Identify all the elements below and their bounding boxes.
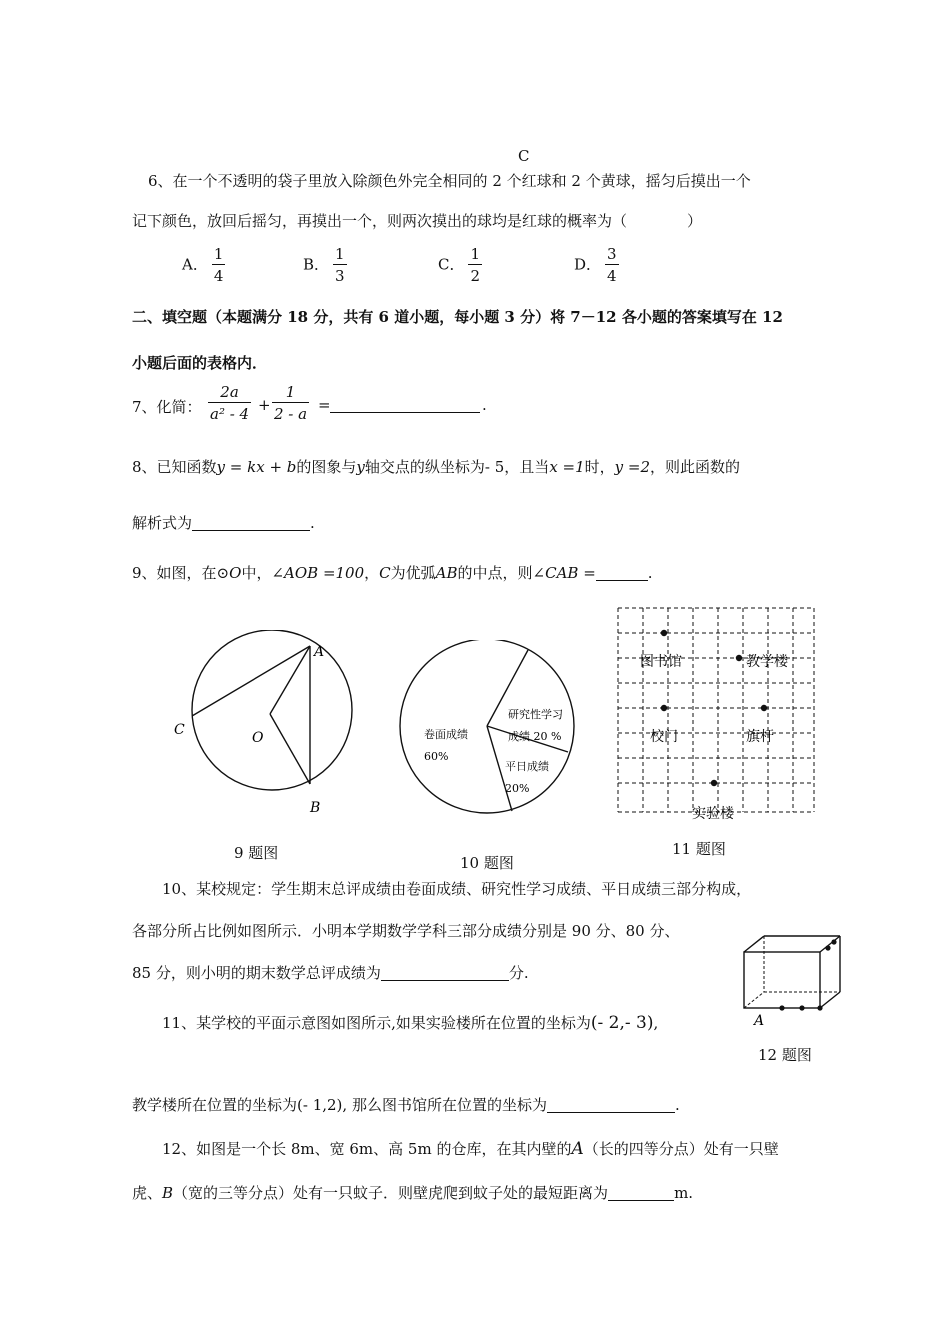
figure-10-caption: 10 题图 (460, 854, 514, 872)
cuboid-front-face (744, 952, 820, 1008)
gate-label: 校门 (650, 729, 678, 745)
figure-12-caption: 12 题图 (758, 1046, 812, 1064)
q11-answer-blank[interactable] (547, 1096, 675, 1113)
pie-pct-daily: 20% (505, 782, 530, 795)
pie-label-research: 研究性学习 (508, 708, 563, 721)
lab-dot (711, 780, 717, 786)
label-o: O (252, 730, 264, 746)
q11-line2: 教学楼所在位置的坐标为(- 1,2), 那么图书馆所在位置的坐标为 . (132, 1096, 680, 1114)
q7-answer-blank[interactable] (330, 396, 480, 413)
q10-line3: 85 分，则小明的期末数学总评成绩为 分. (132, 964, 529, 982)
q8-line1: 8、已知函数y = kx + b的图象与y轴交点的纵坐标为- 5，且当x =1时，y =2，则此函数的 (132, 458, 741, 476)
library-dot (661, 630, 667, 636)
teaching-label: 教学楼 (746, 654, 788, 670)
figure-11-grid-map (612, 604, 822, 824)
pie-label-paper: 卷面成绩 (424, 728, 468, 741)
section2-line1: 二、填空题（本题满分 18 分，共有 6 道小题，每小题 3 分）将 7－12 各小题的答案填写在 12 (132, 308, 783, 326)
q11-line1: 11、某学校的平面示意图如图所示,如果实验楼所在位置的坐标为(- 2,- 3), (162, 1013, 659, 1033)
radius-ob (270, 714, 310, 784)
q9-line: 9、如图，在⊙O中，∠AOB =100，C为优弧AB的中点，则∠CAB = . (132, 564, 653, 582)
q6-option-b: B． $\frac{1}{3}$ (303, 245, 345, 285)
chord-ca (192, 646, 310, 716)
q7-equals: = (318, 396, 331, 414)
q6-option-c: C． $\frac{1}{2}$ (438, 245, 481, 285)
figure-9-circle-diagram (160, 630, 370, 830)
q8-answer-blank[interactable] (192, 514, 310, 531)
q12-line2: 虎、B（宽的三等分点）处有一只蚊子．则壁虎爬到蚊子处的最短距离为 m. (132, 1184, 694, 1202)
q7-fraction-1: $\frac{2a}{\text{a² - 4}}$ (210, 383, 250, 423)
q12-line1: 12、如图是一个长 8m、宽 6m、高 5m 的仓库，在其内壁的A（长的四等分点）处有一只壁 (162, 1139, 779, 1159)
q6-line1: 6、在一个不透明的袋子里放入除颜色外完全相同的 2 个红球和 2 个黄球，摇匀后摸出一个 (148, 172, 751, 190)
answer-letter: C (518, 147, 530, 165)
q10-line1: 10、某校规定：学生期末总评成绩由卷面成绩、研究性学习成绩、平日成绩三部分构成， (162, 880, 752, 898)
label-a: A (314, 644, 325, 660)
flag-dot (761, 705, 767, 711)
section2-line2: 小题后面的表格内． (132, 354, 268, 372)
library-label: 图书馆 (640, 654, 682, 670)
figure-9-caption: 9 题图 (234, 844, 279, 862)
figure-10-pie-chart (396, 640, 586, 820)
lab-label: 实验楼 (692, 806, 734, 822)
q6-option-a: A． $\frac{1}{4}$ (182, 245, 224, 285)
label-c: C (174, 722, 185, 738)
q7-plus: + (258, 396, 271, 414)
figure-12-cuboid (736, 928, 846, 1028)
q6-line2: 记下颜色，放回后摇匀，再摸出一个，则两次摸出的球均是红球的概率为（ ） (132, 212, 703, 230)
q6-option-d: D． $\frac{3}{4}$ (574, 245, 617, 285)
teaching-dot (736, 655, 742, 661)
label-a: A (754, 1013, 765, 1028)
q7-prefix: 7、化简： (132, 398, 202, 416)
q12-answer-blank[interactable] (608, 1184, 674, 1201)
gate-dot (661, 705, 667, 711)
q9-answer-blank[interactable] (596, 564, 648, 581)
figure-11-caption: 11 题图 (672, 840, 726, 858)
pie-pct-research: 成绩 20 % (508, 730, 562, 743)
pie-pct-paper: 60% (424, 750, 449, 763)
q10-line2: 各部分所占比例如图所示．小明本学期数学学科三部分成绩分别是 90 分、80 分、 (132, 922, 680, 940)
q8-line2: 解析式为 . (132, 514, 315, 532)
flag-label: 旗杆 (746, 729, 774, 745)
label-b: B (310, 800, 321, 816)
radius-oa (270, 646, 310, 714)
q7-end: . (482, 396, 487, 414)
q10-answer-blank[interactable] (381, 964, 509, 981)
q7-fraction-2: $\frac{1}{2 - a}$ (274, 383, 308, 423)
hidden-edge-3 (744, 992, 764, 1008)
pie-label-daily: 平日成绩 (505, 760, 549, 773)
